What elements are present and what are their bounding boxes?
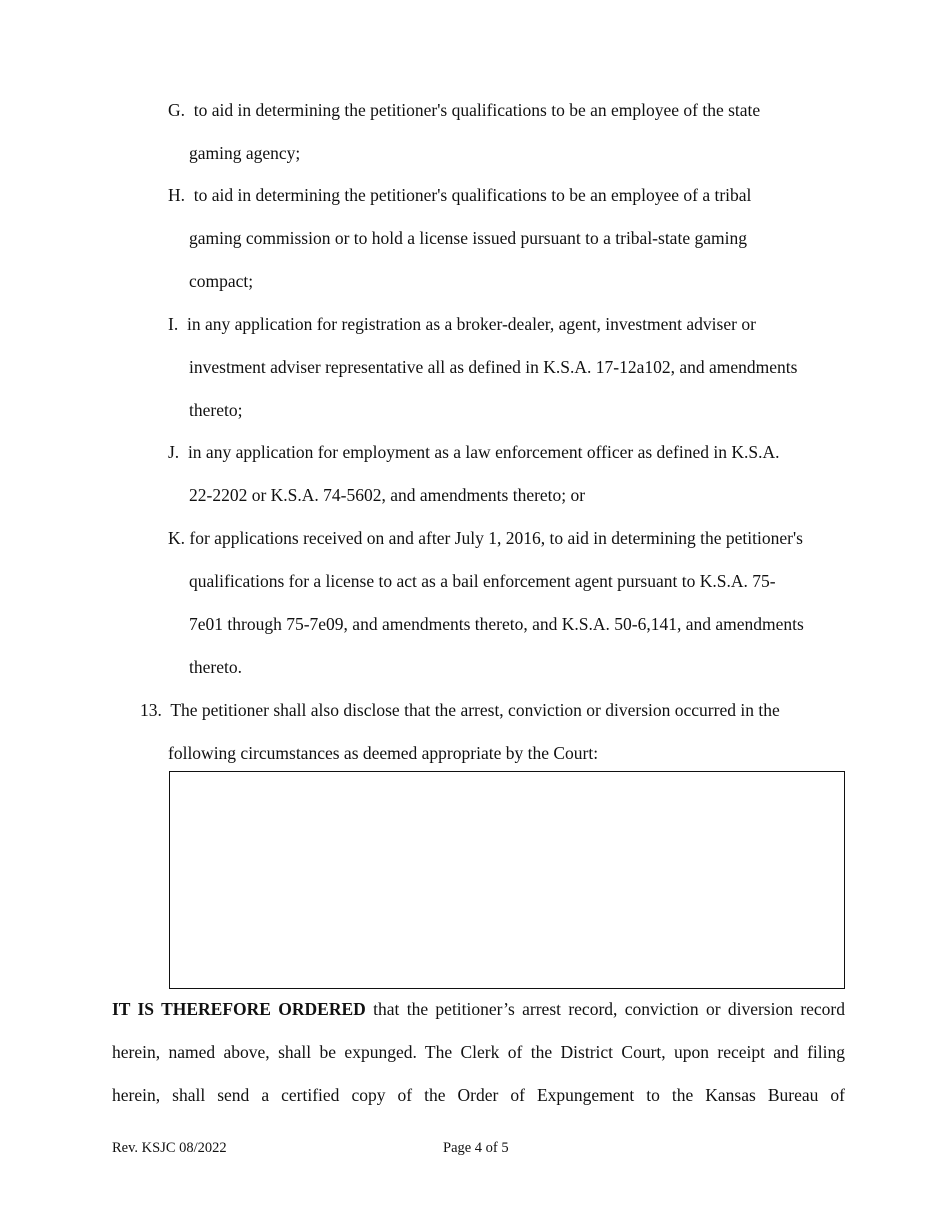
circumstances-text-box[interactable] (169, 771, 845, 989)
footer-page-number: Page 4 of 5 (443, 1140, 509, 1156)
item-k-label: K. (168, 528, 186, 548)
footer-revision: Rev. KSJC 08/2022 (112, 1140, 227, 1156)
order-line-2: herein, named above, shall be expunged. The Clerk of the District Court, upon receipt and filing (112, 1042, 845, 1062)
item-g-line-1 (168, 99, 760, 121)
item-h-label: H. (168, 185, 186, 205)
item-k-line-4: thereto. (189, 657, 242, 677)
item-h-text: to aid in determining the petitioner's qualifications to be an employee of a tribal (193, 185, 752, 205)
order-bold-lead: IT IS THEREFORE ORDERED (112, 999, 366, 1019)
paragraph-13-line-2: following circumstances as deemed appropriate by the Court: (168, 743, 599, 763)
item-j-line-1 (168, 441, 780, 463)
paragraph-13-number: 13. (140, 700, 162, 720)
item-h-line-1 (168, 184, 751, 206)
item-k-line-2: qualifications for a license to act as a bail enforcement agent pursuant to K.S.A. 75- (189, 571, 776, 591)
item-h-line-2: gaming commission or to hold a license issued pursuant to a tribal-state gaming (189, 228, 747, 248)
item-g-line-2: gaming agency; (189, 143, 301, 163)
paragraph-13-line-1 (140, 699, 780, 721)
item-h-line-3: compact; (189, 271, 254, 291)
item-k-line-3: 7e01 through 75-7e09, and amendments thereto, and K.S.A. 50-6,141, and amendments (189, 614, 804, 634)
item-j-label: J. (168, 442, 180, 462)
item-k-line-1 (168, 527, 803, 549)
order-line-1 (112, 998, 845, 1020)
item-i-label: I. (168, 314, 179, 334)
item-i-text: in any application for registration as a broker-dealer, agent, investment adviser or (186, 314, 756, 334)
item-j-text: in any application for employment as a law enforcement officer as defined in K.S.A. (187, 442, 780, 462)
item-i-line-2: investment adviser representative all as defined in K.S.A. 17-12a102, and amendments (189, 357, 798, 377)
item-g-text: to aid in determining the petitioner's qualifications to be an employee of the state (193, 100, 761, 120)
order-line-1-text: that the petitioner’s arrest record, conviction or diversion record (365, 999, 846, 1019)
item-g-label: G. (168, 100, 186, 120)
order-line-3: herein, shall send a certified copy of the Order of Expungement to the Kansas Bureau of (112, 1085, 845, 1105)
item-j-line-2: 22-2202 or K.S.A. 74-5602, and amendments thereto; or (189, 485, 586, 505)
item-i-line-1 (168, 313, 756, 335)
paragraph-13-text: The petitioner shall also disclose that the arrest, conviction or diversion occurred in the (170, 700, 780, 720)
item-k-text: for applications received on and after July 1, 2016, to aid in determining the petitioner's (189, 528, 803, 548)
item-i-line-3: thereto; (189, 400, 243, 420)
